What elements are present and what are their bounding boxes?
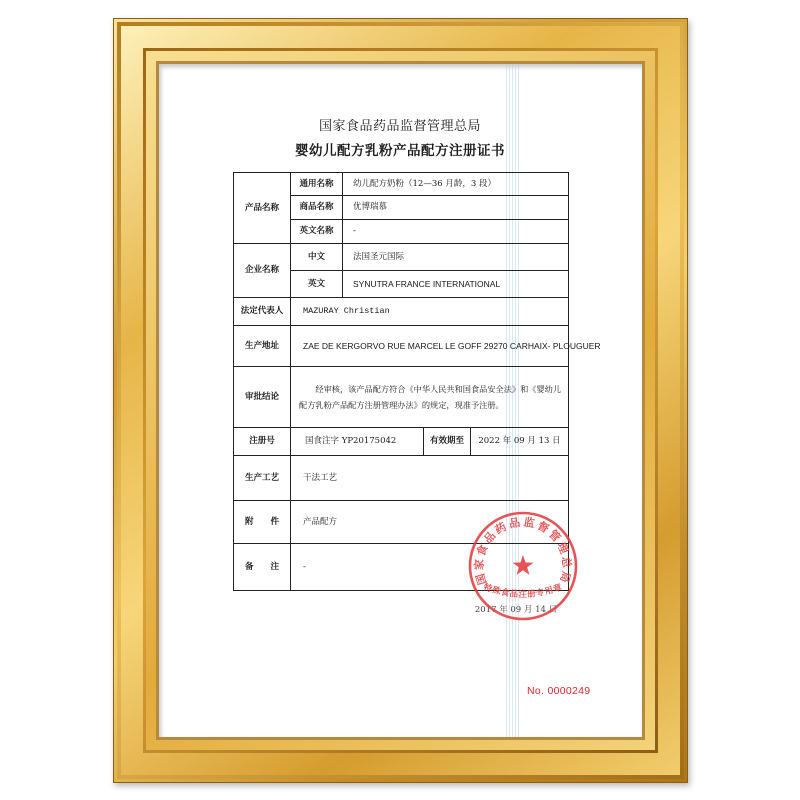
brand-name-value: 优博瑞慕 <box>343 196 569 220</box>
valid-until-label: 有效期至 <box>424 428 471 456</box>
english-name-value: - <box>343 220 569 244</box>
approval-conclusion-label: 审批结论 <box>234 367 291 428</box>
company-chinese-value: 法国圣元国际 <box>343 244 569 271</box>
valid-until-value: 2022 年 09 月 13 日 <box>471 428 569 456</box>
attachment-label: 附 件 <box>234 501 291 544</box>
table-row <box>234 173 569 196</box>
legal-representative-value: MAZURAY Christian <box>291 298 569 326</box>
generic-name-label: 通用名称 <box>291 173 343 196</box>
remarks-label: 备 注 <box>234 544 291 591</box>
table-row <box>234 244 569 271</box>
seal-inner-text: 特殊食品注册专用章 <box>482 582 564 600</box>
approval-conclusion-value: 经审核，该产品配方符合《中华人民共和国食品安全法》和《婴幼儿配方乳粉产品配方注册管理办法》的规定，现准予注册。 <box>291 367 569 428</box>
table-row <box>234 367 569 428</box>
brand-name-label: 商品名称 <box>291 196 343 220</box>
product-name-label: 产品名称 <box>234 173 291 244</box>
english-name-label: 英文名称 <box>291 220 343 244</box>
certificate-title: 婴幼儿配方乳粉产品配方注册证书 <box>295 143 505 159</box>
company-english-value: SYNUTRA FRANCE INTERNATIONAL <box>343 271 569 298</box>
seal-outer-text: 国家食品药品监督管理总局 <box>472 515 574 587</box>
production-process-value: 干法工艺 <box>291 456 569 501</box>
production-address-value: ZAE DE KERGORVO RUE MARCEL LE GOFF 29270 CARHAIX- PLOUGUER <box>291 326 569 367</box>
attachment-value: 产品配方 <box>291 501 569 544</box>
company-name-label: 企业名称 <box>234 244 291 298</box>
table-row <box>234 428 569 456</box>
certificate-number: No. 0000249 <box>527 685 591 697</box>
table-row <box>234 298 569 326</box>
table-row <box>234 326 569 367</box>
company-english-label: 英文 <box>291 271 343 298</box>
issue-date: 2017 年 09 月 14 日 <box>474 605 558 615</box>
table-row <box>234 456 569 501</box>
star-icon <box>513 555 534 575</box>
production-process-label: 生产工艺 <box>234 456 291 501</box>
production-address-label: 生产地址 <box>234 326 291 367</box>
issuer-title: 国家食品药品监督管理总局 <box>318 119 481 134</box>
company-chinese-label: 中文 <box>291 244 343 271</box>
legal-representative-label: 法定代表人 <box>234 298 291 326</box>
official-seal <box>463 506 583 626</box>
generic-name-value: 幼儿配方奶粉（12—36 月龄，3 段） <box>343 173 569 196</box>
registration-number-label: 注册号 <box>234 428 291 456</box>
registration-number-value: 国食注字 YP20175042 <box>291 428 424 456</box>
remarks-value: - <box>291 544 569 591</box>
